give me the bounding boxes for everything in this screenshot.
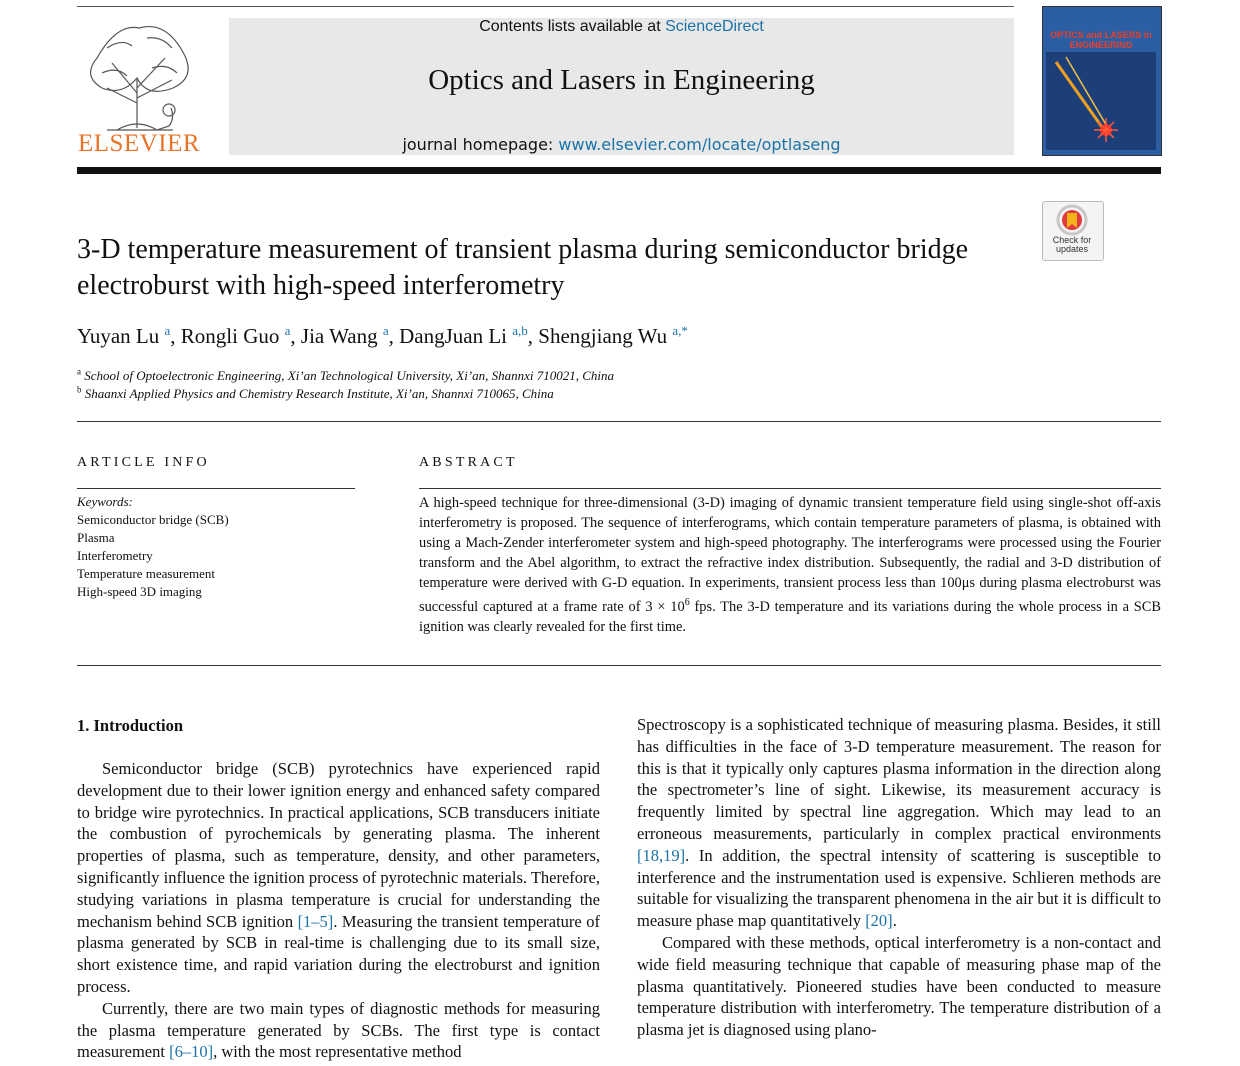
top-rule [77, 6, 1014, 7]
paragraph [637, 714, 1161, 932]
abstract-part: A high-speed technique for three-dimensional (3-D) imaging of dynamic transient temperature field using single-shot off-axis interferometry is proposed. The sequence of interferograms, which contain temperature parameters of plasma, is obtained with using a Mach-Zender interferometer system and high-speed photography. The interferograms were processed using the Fourier transform and the Abel algorithm, to extract the refractive index distribution. Subsequently, the radial and 3-D distribution of temperature were derived with G-D equation. In experiments, transient process less than 100μs during plasma electroburst was successful captured at a frame rate of 3 × 10 [419, 495, 1161, 615]
check-updates-icon [1056, 204, 1088, 236]
keyword: Temperature measurement [77, 566, 216, 581]
citation-link[interactable]: [6–10] [169, 1042, 214, 1062]
homepage-prefix: journal homepage: [402, 135, 559, 154]
keyword: Semiconductor bridge (SCB) [77, 512, 229, 527]
section-rule [77, 665, 1161, 666]
affiliation [77, 368, 977, 384]
author-affiliation-mark[interactable]: a [284, 323, 291, 338]
homepage-line [229, 135, 1014, 154]
paragraph-text: , with the most representative method [213, 1042, 462, 1062]
author-name[interactable]: DangJuan Li [399, 324, 508, 348]
keywords-label: Keywords: [77, 494, 133, 509]
paragraph [77, 758, 600, 998]
paragraph-text: . [892, 911, 897, 931]
author-name[interactable]: Rongli Guo [180, 324, 280, 348]
publisher-name: ELSEVIER [77, 130, 201, 157]
header-rule [77, 167, 1161, 174]
author-name[interactable]: Yuyan Lu [77, 324, 160, 348]
author-name[interactable]: Jia Wang [300, 324, 378, 348]
keyword: High-speed 3D imaging [77, 584, 202, 599]
abstract-exponent: 6 [684, 597, 690, 608]
check-updates-label: Check for updates [1052, 235, 1092, 254]
journal-title: Optics and Lasers in Engineering [428, 64, 815, 96]
paragraph [77, 998, 600, 1063]
abstract-part: fps. The 3-D temperature and its variations during the whole process in a SCB ignition was clearly revealed for the first time. [419, 598, 1161, 635]
author-name[interactable]: Shengjiang Wu [538, 324, 668, 348]
affiliation-mark: a [77, 366, 81, 377]
contents-line [229, 18, 1014, 36]
introduction-heading: 1. Introduction [77, 716, 184, 735]
affiliation-text: School of Optoelectronic Engineering, Xi’an Technological University, Xi’an, Shannxi 710021, China [84, 368, 615, 383]
sciencedirect-link[interactable]: ScienceDirect [665, 18, 764, 35]
abstract-heading: ABSTRACT [419, 455, 518, 470]
article-info-heading: ARTICLE INFO [77, 455, 210, 470]
affiliation-text: Shaanxi Applied Physics and Chemistry Research Institute, Xi’an, Shannxi 710065, China [84, 386, 554, 401]
contents-prefix: Contents lists available at [479, 18, 666, 35]
author-affiliation-mark[interactable]: a [164, 323, 171, 338]
abstract-text [419, 493, 1161, 637]
author-affiliation-mark[interactable]: a [382, 323, 389, 338]
section-rule [77, 421, 1161, 422]
cover-title: OPTICS and LASERS in ENGINEERING [1050, 30, 1152, 50]
paragraph-text: . Measuring the transient temperature of plasma generated by SCB in real-time is challenging due to its small size, short existence time, and rapid variation during the electroburst and ignition process. [77, 911, 600, 996]
paragraph: Compared with these methods, optical interferometry is a non-contact and wide field measuring technique that capable of measuring phase map of the plasma quantitatively. Pioneered studies have been conducted to measure temperature distribution with interferometry. The temperature distribution of a plasma jet is diagnosed using plano- [637, 932, 1161, 1040]
author-affiliation-mark[interactable]: a,b [512, 323, 528, 338]
citation-link[interactable]: [1–5] [297, 911, 334, 931]
affiliation [77, 386, 977, 402]
affiliation-mark: b [77, 384, 82, 395]
article-info-rule [77, 488, 355, 489]
cover-laser-image [1046, 52, 1156, 150]
citation-link[interactable]: [18,19] [637, 845, 686, 865]
citation-link[interactable]: [20] [865, 911, 893, 931]
keywords-block [77, 493, 355, 601]
paragraph-text: Currently, there are two main types of diagnostic methods for measuring the plasma temperature generated by SCBs. The first type is contact measurement [77, 998, 600, 1062]
abstract-rule [419, 488, 1161, 489]
keyword: Interferometry [77, 548, 153, 563]
keyword: Plasma [77, 530, 115, 545]
body-column-left [77, 758, 600, 1063]
paragraph-text: Spectroscopy is a sophisticated technique of measuring plasma. Besides, it still has difficulties in the face of 3-D temperature measurement. The reason for this is that it typically only captures plasma information in the direction along the spectrometer’s line of sight. Likewise, its measurement accuracy is frequently limited by spectral line aggregation. Which may lead to an erroneous measurements, particularly in complex practical environments [637, 715, 1161, 843]
paragraph-text: . In addition, the spectral intensity of scattering is susceptible to interference and the instrumentation used is expensive. Schlieren methods are suitable for visualizing the transparent phenomena in the air but it is difficult to measure phase map quantitatively [637, 845, 1161, 931]
paragraph-text: Semiconductor bridge (SCB) pyrotechnics have experienced rapid development due to their lower ignition energy and enhanced safety compared to bridge wire pyrotechnics. In practical applications, SCB transducers initiate the combustion of pyrochemicals by generating plasma. The inherent properties of plasma, such as temperature, density, and other parameters, significantly influence the ignition process of pyrotechnic materials. Therefore, studying variations in plasma temperature is crucial for understanding the mechanism behind SCB ignition [77, 759, 600, 931]
author-affiliation-mark[interactable]: a,* [672, 323, 688, 338]
journal-homepage-link[interactable]: www.elsevier.com/locate/optlaseng [558, 135, 841, 154]
body-column-right [637, 714, 1161, 1041]
article-title: 3-D temperature measurement of transient plasma during semiconductor bridge electroburst with high-speed interferometry [77, 234, 969, 301]
author-list: Yuyan Lu $^a$, Rongli Guo $^a$, Jia Wang $^a$, DangJuan Li $^{a,b}$, Shengjiang Wu $^{a,*}$ [77, 323, 688, 348]
